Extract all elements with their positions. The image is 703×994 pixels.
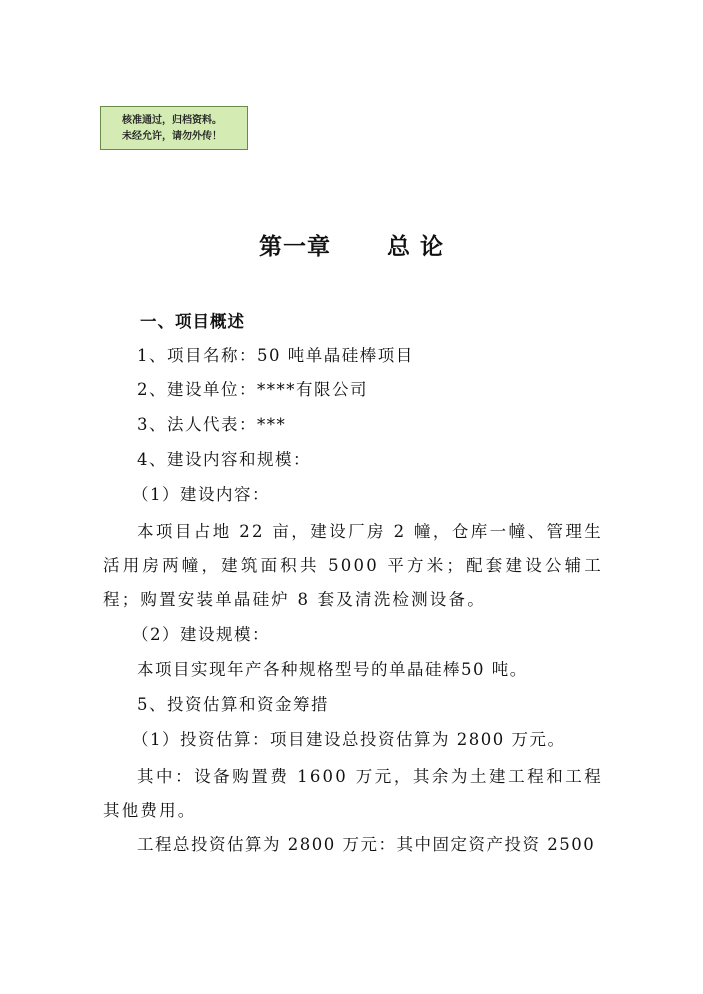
stamp-line-2: 未经允许，请勿外传！ [122,131,222,142]
sub-investment-detail: 其中：设备购置费 1600 万元，其余为土建工程和工程其他费用。 [103,767,603,820]
item-project-name: 1、项目名称：50 吨单晶硅棒项目 [137,346,414,365]
sub-investment-estimate: （1）投资估算：项目建设总投资估算为 2800 万元。 [132,730,566,749]
section-heading: 一、项目概述 [140,312,245,331]
approval-stamp [100,106,248,150]
sub-scale-text: 本项目实现年产各种规格型号的单晶硅棒50 吨。 [137,660,528,679]
chapter-title [0,232,703,262]
item-legal-rep: 3、法人代表：*** [137,415,287,434]
sub-investment-total: 工程总投资估算为 2800 万元：其中固定资产投资 2500 [137,835,596,854]
sub-scale-label: （2）建设规模： [132,625,270,644]
sub-content-paragraph: 本项目占地 22 亩，建设厂房 2 幢，仓库一幢、管理生活用房两幢，建筑面积共 5000 平方米；配套建设公辅工程；购置安装单晶硅炉 8 套及清洗检测设备。 [103,522,603,609]
item-builder: 2、建设单位：****有限公司 [137,380,368,399]
sub-content-label: （1）建设内容： [132,485,270,504]
chapter-number: 第一章 [258,233,331,260]
stamp-line-1: 核准通过，归档资料。 [122,115,222,126]
item-content-scale: 4、建设内容和规模： [137,450,311,469]
chapter-name: 总 论 [386,233,444,260]
item-investment: 5、投资估算和资金筹措 [137,695,329,714]
